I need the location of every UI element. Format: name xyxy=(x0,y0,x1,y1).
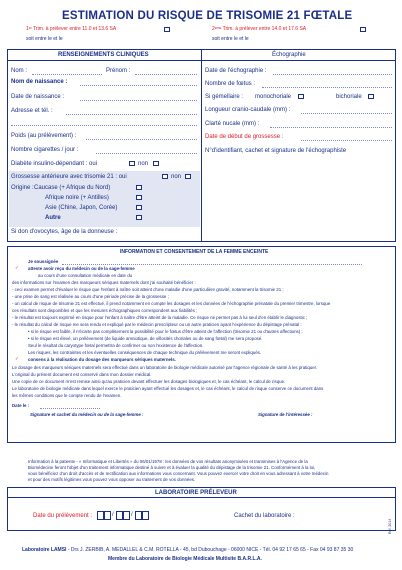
origine-afrique: Afrique noire (+ Antilles) xyxy=(45,195,109,201)
cnil-line: vous bénéficiez d'un droit d'accès et de rectification aux informations vous concernant. Vous pouvez exercer votre droit en vous adressant à votre médecin xyxy=(28,471,329,476)
date-digit-box[interactable] xyxy=(142,511,149,520)
foetus-field[interactable] xyxy=(262,87,392,88)
consent-line: ces résultats sont disponibles et que les mesures échographiques correspondent aux fiabilités ; xyxy=(12,308,198,313)
origine-asie: Asie (Chine, Japon, Corée) xyxy=(45,205,118,211)
origine-caucase-checkbox[interactable] xyxy=(136,185,142,190)
date-prelev-label: Date du prélèvement : xyxy=(33,513,93,519)
poids-field[interactable] xyxy=(86,139,197,140)
atteste-label: atteste avoir reçu du médecin ou de la sage-femme xyxy=(28,266,135,271)
cigarettes-label: Nombre cigarettes / jour : xyxy=(11,147,79,153)
diabete-non-checkbox[interactable] xyxy=(153,161,159,166)
nom-naissance-label: Nom de naissance : xyxy=(11,79,68,85)
prenom-field[interactable] xyxy=(135,74,197,75)
grossesse-oui-checkbox[interactable] xyxy=(162,174,168,179)
footer-line-1 xyxy=(22,548,353,553)
origine-autre: Autre xyxy=(45,215,61,221)
trim2-label: 2ᵉᵐᵉ Trim. à prélever entre 14.0 et 17.6 SA xyxy=(212,26,307,32)
diabete-non-label: non xyxy=(138,161,149,167)
date-naissance-label: Date de naissance : xyxy=(11,94,65,100)
gemellaire-label: Si gémellaire : xyxy=(205,94,244,100)
ovocytes-label: Si don d'ovocytes, âge de la donneuse : xyxy=(11,229,118,235)
echo-heading: Échographie xyxy=(272,52,306,58)
diabete-oui-checkbox[interactable] xyxy=(129,161,135,166)
date-naissance-field[interactable] xyxy=(80,100,197,101)
sig-medecin-label: Signature et cachet du médecin ou de la sage-femme : xyxy=(30,412,144,417)
consent-line: Seul le résultat du caryotype fœtal permettra de confirmer ou non l'existence de l'affection. xyxy=(28,343,204,348)
grossesse-non-checkbox[interactable] xyxy=(185,174,191,179)
consent-paragraph: L'original du présent document est conservé dans mon dossier médical. xyxy=(12,372,152,377)
identifiant-label: N°d'identifiant, cachet et signature de l'échographiste xyxy=(205,148,347,154)
bi-label: bichoriale xyxy=(336,94,362,100)
date-sep: / xyxy=(112,512,114,518)
foetus-label: Nombre de fœtus : xyxy=(205,81,256,87)
consent-paragraph: les mêmes conditions que le compte rendu de l'examen. xyxy=(12,393,122,398)
footer-side-ref: Réf. 2014 xyxy=(388,518,392,534)
footer-lab-name: Laboratoire LAMSI xyxy=(22,547,67,553)
bi-checkbox[interactable] xyxy=(368,94,374,99)
adresse-field[interactable] xyxy=(66,114,197,115)
trim1-checkbox[interactable] xyxy=(164,27,170,32)
clarte-label: Clarté nucale (mm) : xyxy=(205,121,260,127)
cnil-line: et pour des motifs légitimes vous pouvez vous opposer au traitement de vos données. xyxy=(28,477,196,482)
check-atteste-icon: ✓ xyxy=(15,265,19,270)
footer-line-2: Membre du Laboratoire de Biologie Médicale Multisite B.A.R.L.A. xyxy=(108,556,262,562)
clarte-field[interactable] xyxy=(270,127,392,128)
date-digit-box[interactable] xyxy=(116,511,123,520)
consent-line: des informations sur l'examen des marqueurs sériques maternels dont j'ai souhaité bénéficier : xyxy=(12,280,196,285)
consent-line: • si le risque est élevé, un prélèvement (de liquide amniotique, de villosités choriales ou de sang fœtal) me sera proposé. xyxy=(28,336,263,341)
trim1-dates: soit entre le et le xyxy=(26,36,63,42)
grossesse-label: Grossesse antérieure avec trisomie 21 : oui xyxy=(11,174,127,180)
origine-asie-checkbox[interactable] xyxy=(136,205,142,210)
sig-interessee-label: Signature de l'intéressée : xyxy=(258,412,313,417)
origine-autre-checkbox[interactable] xyxy=(136,215,142,220)
adresse-label: Adresse et tél. : xyxy=(11,108,53,114)
debut-grossesse-field[interactable] xyxy=(301,140,392,141)
origine-caucase: Caucase (+ Afrique du Nord) xyxy=(34,185,111,191)
consent-line: - le résultat est toujours exprimé en risque pour l'enfant à naître d'être atteint de la maladie. Ce risque ne permet pas à lui seul d'en établir le diagnostic ; xyxy=(12,315,308,320)
cnil-line: Information à la patiente - « Informatique et Libertés » du 06/01/1978 : les données de vos résultats anonymisées et transmises à l'Agence de la xyxy=(28,459,308,464)
consent-line: Les risques, les contraintes et les éventuelles conséquences de chaque technique du prélèvement me seront expliqués. xyxy=(28,350,262,355)
date-digit-box[interactable] xyxy=(97,511,104,520)
consent-paragraph: Le laboratoire de biologie médicale dans lequel exerce le praticien ayant effectué les dosages et, le cas échéant, le calcul de risque conserve ce document dans xyxy=(12,386,324,391)
nom-label: Nom : xyxy=(11,68,28,74)
check-consens-icon: ✓ xyxy=(15,356,19,361)
debut-grossesse-label: Date de début de grossesse : xyxy=(205,134,284,140)
date-echo-field[interactable] xyxy=(273,74,392,75)
consent-paragraph: Le dosage des marqueurs sériques maternels sera effectué dans un laboratoire de biologie médicale autorisé par l'agence régionale de santé à les pratiquer. xyxy=(12,365,318,370)
adresse-field-2[interactable] xyxy=(11,125,197,126)
cigarettes-field[interactable] xyxy=(96,153,197,154)
consent-line: • si le risque est faible, il n'écarte pas complètement la possibilité pour le fœtus d'être atteint de l'affection (trisomie 21 ou d'autres affections) ; xyxy=(28,329,303,334)
mono-label: monochoriale xyxy=(255,94,292,100)
form-title: ESTIMATION DU RISQUE DE TRISOMIE 21 FŒTALE xyxy=(62,10,353,22)
consent-line: - le résultat du calcul de risque me sera rendu et expliqué par le médecin prescripteur ou un autre praticien ayant l'expérience du dépistage prénatal : xyxy=(12,322,302,327)
grossesse-non-label: non xyxy=(171,174,182,180)
trim2-dates: soit entre le et le xyxy=(212,36,249,42)
diabete-label: Diabète insulino-dépendant : oui xyxy=(11,161,98,167)
cnil-line: Biomédecine feront l'objet d'un traitement informatique destiné à suivre et à évaluer la qualité du dépistage de la trisomie 21. Conformément à la loi, xyxy=(28,465,316,470)
date-label: Date le : xyxy=(12,403,30,408)
lcc-label: Longueur cranio-caudale (mm) : xyxy=(205,107,291,113)
nom-field[interactable] xyxy=(32,74,102,75)
consens-label: consens à la réalisation du dosage des marqueurs sériques maternels. xyxy=(28,357,176,362)
consent-line: - un calcul de risque de trisomie 21 est effectué, il prend notamment en compte les dosages et les données de l'échographie prénatale du premier trimestre, lorsque xyxy=(12,301,331,306)
lab-heading: LABORATOIRE PRÉLEVEUR xyxy=(155,490,237,496)
lcc-field[interactable] xyxy=(301,113,392,114)
consent-date-field[interactable] xyxy=(40,408,100,409)
consent-line: - une prise de sang est réalisée au cours d'une période précise de la grossesse ; xyxy=(12,294,169,299)
footer-address: - Drs J. ZERBIB, A. MEDALLEL & C.M. ROTELLA - 45, bd Dubouchage - 06000 NICE - Tél. 04 92 17 65 65 - Fax 04 93 87 35 30 xyxy=(66,547,354,553)
consent-line: au cours d'une consultation médicale en date du xyxy=(38,273,133,278)
cachet-label: Cachet du laboratoire : xyxy=(234,513,295,519)
date-digit-box[interactable] xyxy=(104,511,111,520)
origine-afrique-checkbox[interactable] xyxy=(136,195,142,200)
date-sep: / xyxy=(131,512,133,518)
date-digit-box[interactable] xyxy=(123,511,130,520)
date-digit-box[interactable] xyxy=(135,511,142,520)
mono-checkbox[interactable] xyxy=(298,94,304,99)
clinical-heading: RENSEIGNEMENTS CLINIQUES xyxy=(58,52,149,58)
prenom-label: Prénom : xyxy=(106,68,131,74)
soussignee-label: Je soussignée xyxy=(28,259,59,264)
soussignee-field[interactable] xyxy=(62,264,362,265)
consent-line: - ceci examen permet d'évaluer le risque que l'enfant à naître soit atteint d'une maladie d'une particulière gravité, notamment la trisomie 21 ; xyxy=(12,287,284,292)
date-echo-label: Date de l'échographie : xyxy=(205,68,267,74)
origine-label: Origine : xyxy=(11,185,34,191)
poids-label: Poids (au prélèvement) : xyxy=(11,133,77,139)
consent-paragraph: Une copie de ce document m'est remise ainsi qu'au praticien devant effectuer les dosages biologiques et, le cas échéant, le calcul de risque. xyxy=(12,379,286,384)
nom-naissance-field[interactable] xyxy=(80,85,197,86)
trim2-checkbox[interactable] xyxy=(360,27,366,32)
trim1-label: 1ᵉʳ Trim. à prélever entre 11.0 et 13.6 SA xyxy=(26,26,117,32)
consent-heading: INFORMATION ET CONSENTEMENT DE LA FEMME ENCEINTE xyxy=(120,249,269,255)
